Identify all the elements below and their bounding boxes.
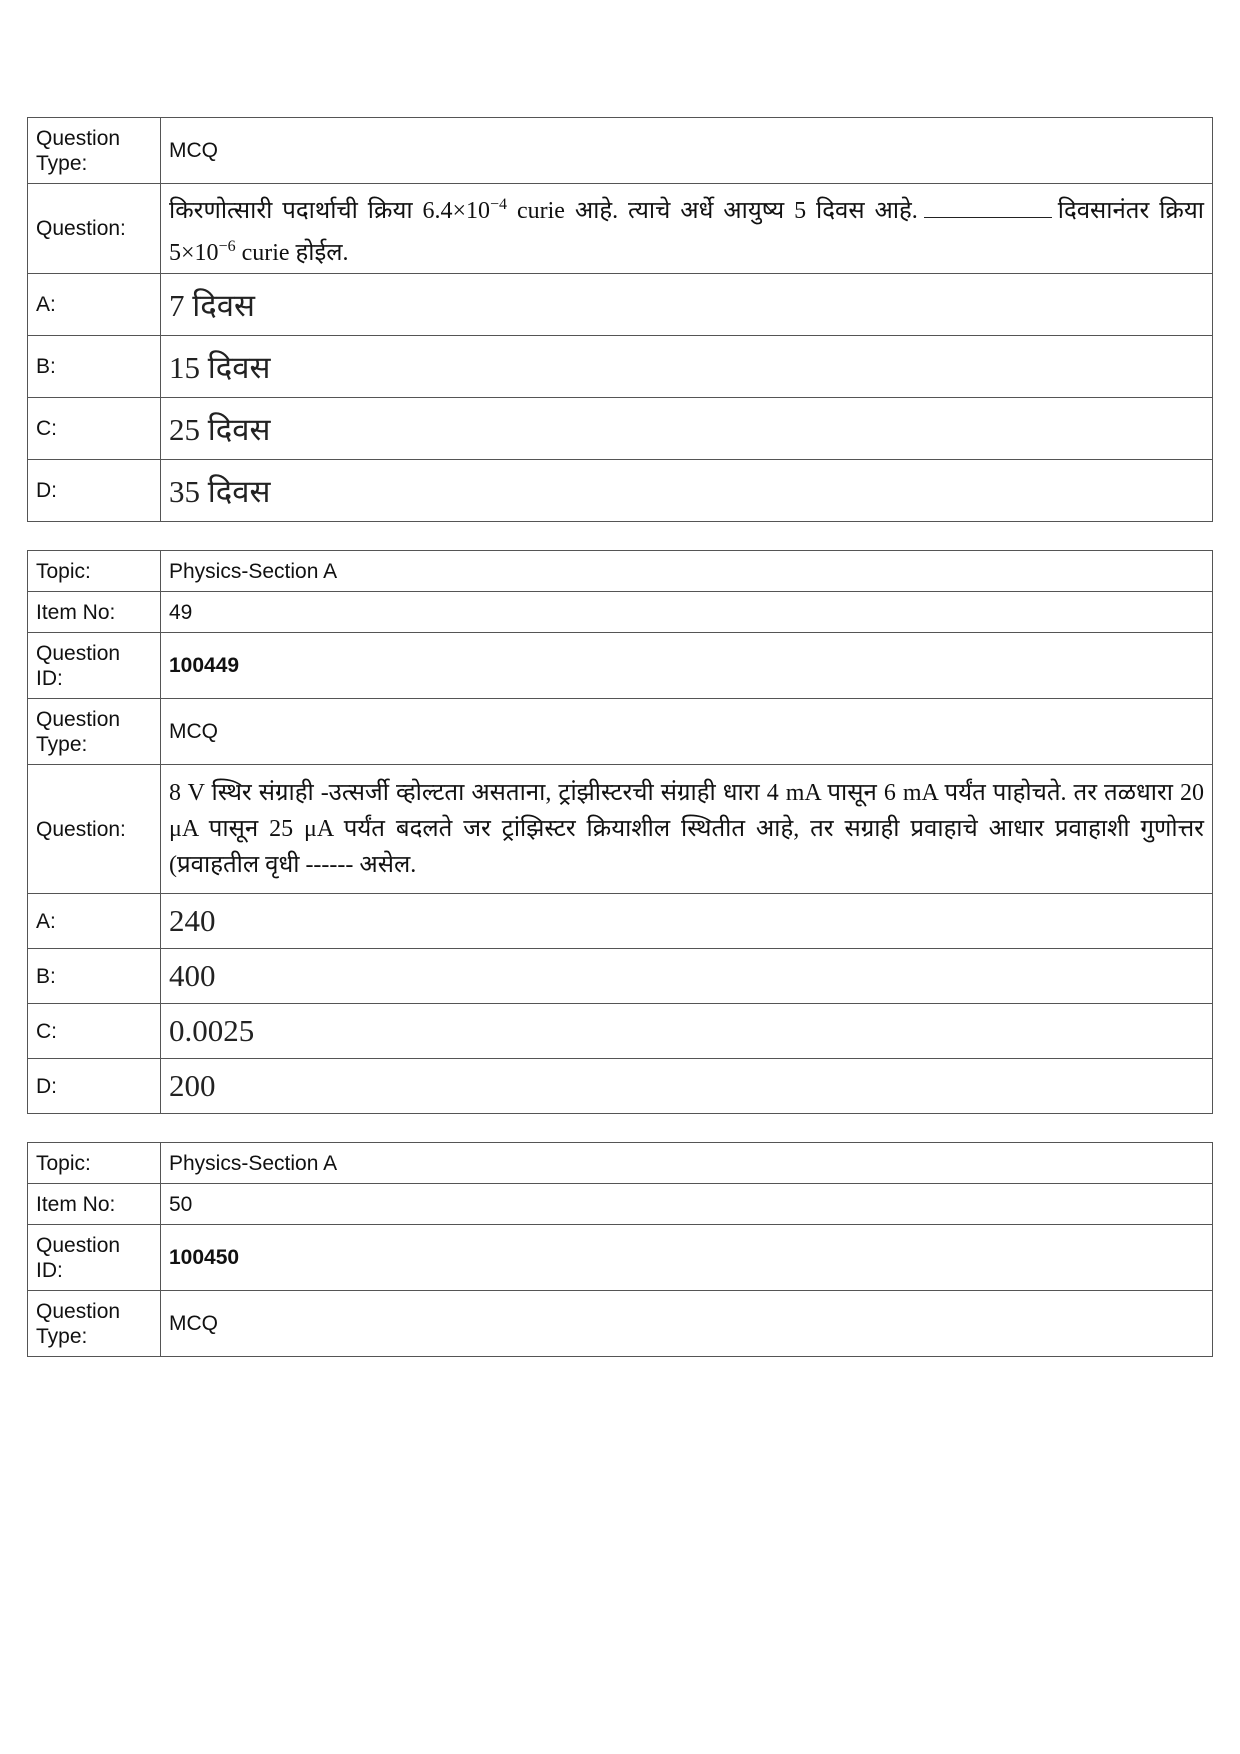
option-row-a (28, 274, 1213, 336)
item-no-label: Item No: (28, 592, 161, 633)
topic-row (28, 551, 1213, 592)
option-label: D: (28, 460, 161, 522)
item-no-value: 49 (161, 592, 1213, 633)
question-50-table (27, 1142, 1213, 1357)
option-text: 0.0025 (161, 1004, 1213, 1059)
question-text: किरणोत्सारी पदार्थाची क्रिया $6.4\times 10^{-4}$ curie आहे. त्याचे अर्धे आयुष्य 5 दिवस आहे. दिवसानंतर क्रिया $5\times 10^{-6}$ curie होईल. (161, 184, 1213, 274)
question-id-row (28, 1225, 1213, 1291)
question-type-label: Question Type: (28, 699, 161, 765)
question-type-value: MCQ (161, 1291, 1213, 1357)
question-id-row (28, 633, 1213, 699)
item-no-value: 50 (161, 1184, 1213, 1225)
option-label: D: (28, 1059, 161, 1114)
option-row-b (28, 336, 1213, 398)
question-type-row (28, 118, 1213, 184)
question-text: 8 V स्थिर संग्राही -उत्सर्जी व्होल्टता असताना, ट्रांझीस्टरची संग्राही धारा 4 mA पासून 6 mA पर्यंत पाहोचते. तर तळधारा 20 μA पासून 25 μA पर्यंत बदलते जर ट्रांझिस्टर क्रियाशील स्थितीत आहे, तर सग्राही प्रवाहाचे आधार प्रवाहाशी गुणोत्तर (प्रवाहतील वृधी ------ असेल. (161, 765, 1213, 894)
question-label: Question: (28, 765, 161, 894)
question-type-value: MCQ (161, 118, 1213, 184)
option-label: B: (28, 336, 161, 398)
item-no-row (28, 1184, 1213, 1225)
answer-blank (924, 197, 1052, 218)
option-text: 400 (161, 949, 1213, 1004)
question-row (28, 184, 1213, 274)
option-text: 15 दिवस (161, 336, 1213, 398)
item-no-label: Item No: (28, 1184, 161, 1225)
option-row-b (28, 949, 1213, 1004)
option-row-c (28, 398, 1213, 460)
option-row-d (28, 460, 1213, 522)
question-type-row (28, 699, 1213, 765)
question-id-value: 100449 (161, 633, 1213, 699)
question-label: Question: (28, 184, 161, 274)
option-text: 35 दिवस (161, 460, 1213, 522)
question-type-label: Question Type: (28, 118, 161, 184)
option-label: A: (28, 894, 161, 949)
topic-value: Physics-Section A (161, 551, 1213, 592)
option-row-a (28, 894, 1213, 949)
question-row (28, 765, 1213, 894)
option-text: 25 दिवस (161, 398, 1213, 460)
option-text: 240 (161, 894, 1213, 949)
option-label: C: (28, 398, 161, 460)
option-text: 7 दिवस (161, 274, 1213, 336)
question-48-table (27, 117, 1213, 522)
question-id-label: Question ID: (28, 1225, 161, 1291)
option-label: B: (28, 949, 161, 1004)
option-row-c (28, 1004, 1213, 1059)
question-type-value: MCQ (161, 699, 1213, 765)
topic-label: Topic: (28, 1143, 161, 1184)
option-row-d (28, 1059, 1213, 1114)
question-type-row (28, 1291, 1213, 1357)
option-text: 200 (161, 1059, 1213, 1114)
topic-value: Physics-Section A (161, 1143, 1213, 1184)
topic-label: Topic: (28, 551, 161, 592)
question-id-label: Question ID: (28, 633, 161, 699)
question-id-value: 100450 (161, 1225, 1213, 1291)
question-49-table (27, 550, 1213, 1114)
option-label: A: (28, 274, 161, 336)
option-label: C: (28, 1004, 161, 1059)
item-no-row (28, 592, 1213, 633)
topic-row (28, 1143, 1213, 1184)
question-type-label: Question Type: (28, 1291, 161, 1357)
